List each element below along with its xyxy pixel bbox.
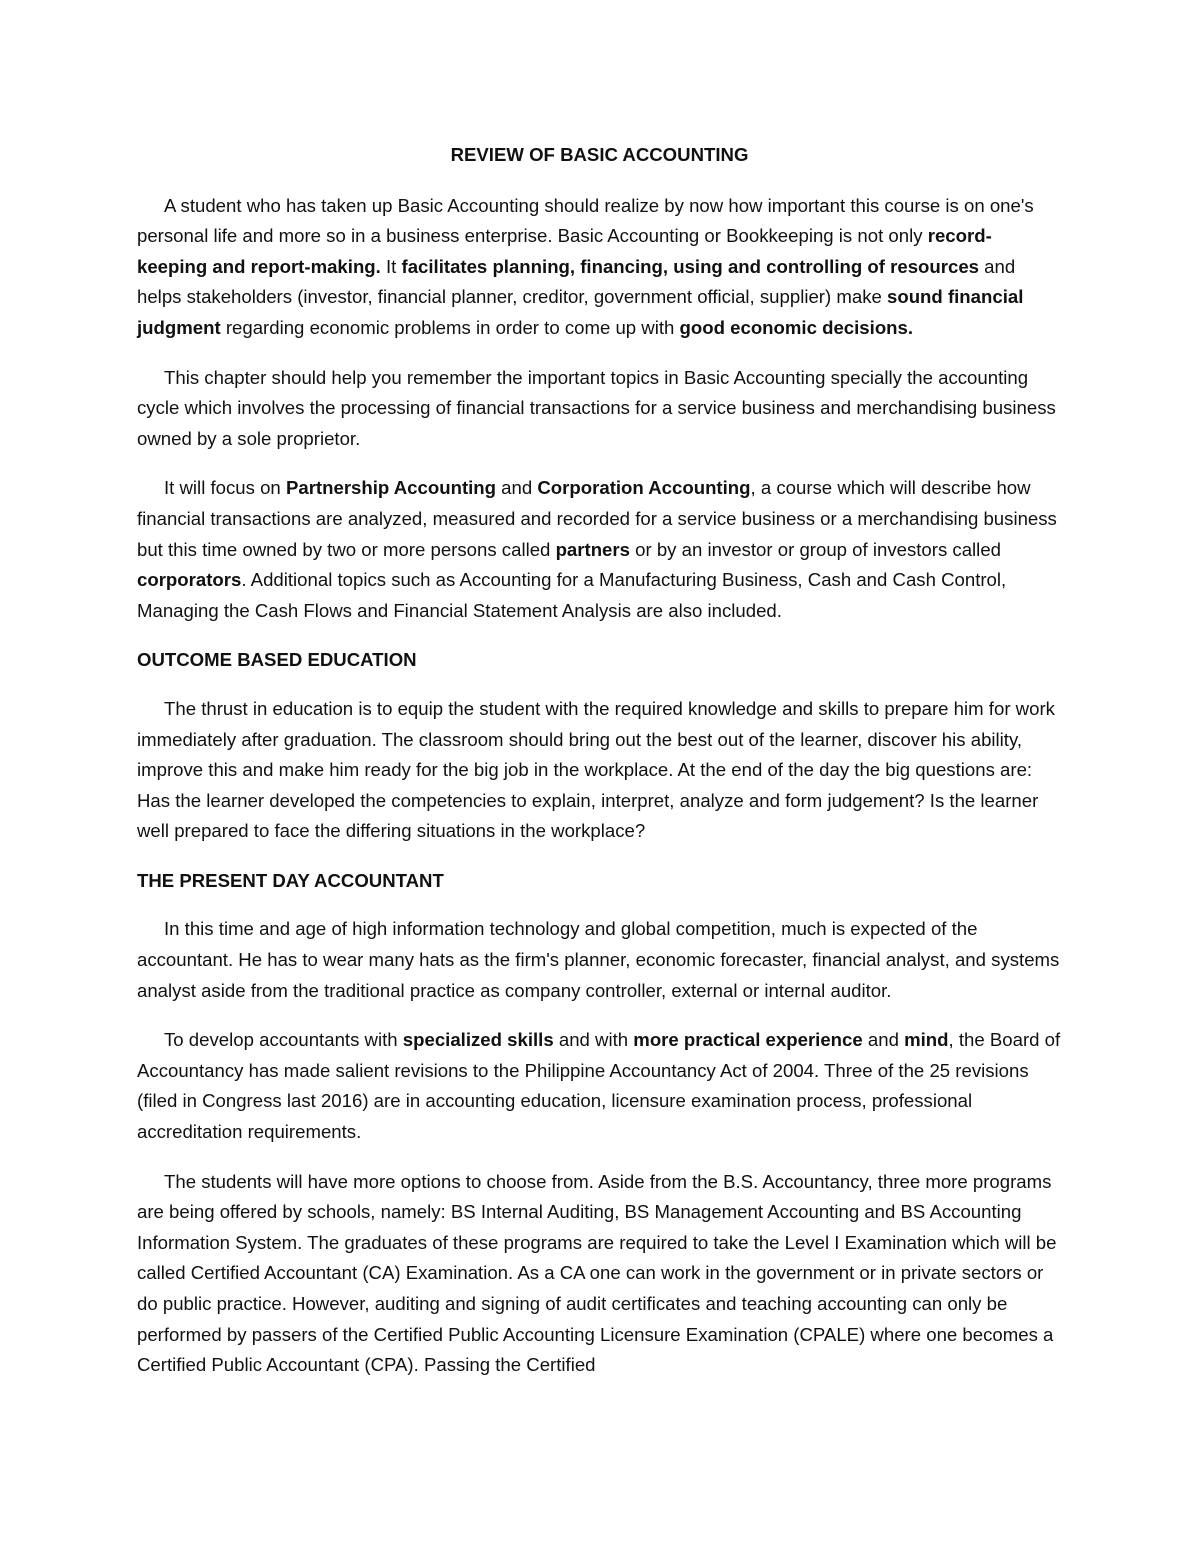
text-run: regarding economic problems in order to come up with [220, 316, 680, 338]
text-run: This chapter should help you remember the important topics in Basic Accounting specially the accounting cycle which involves the processing of financial transactions for a service business and merchandising business owned by a sole proprietor. [137, 366, 1056, 449]
text-run: , a course which will describe how financial transactions are analyzed, measured and recorded for a service business or a merchandising business but this time owned by two or more persons called [137, 477, 1057, 560]
text-run: In this time and age of high information technology and global competition, much is expected of the accountant. He has to wear many hats as the firm's planner, economic forecaster, financial analyst, and systems analyst aside from the traditional practice as company controller, external or internal auditor. [137, 918, 1060, 1001]
paragraph-outcome [137, 694, 1062, 847]
bold-run: mind [904, 1029, 949, 1051]
bold-run: Partnership Accounting [285, 477, 497, 499]
text-run: or by an investor or group of investors called [629, 538, 1001, 560]
text-run: . Additional topics such as Accounting for a Manufacturing Business, Cash and Cash Control, Managing the Cash Flows and Financial Statement Analysis are also included. [137, 569, 1007, 621]
paragraph-accountant [137, 914, 1062, 1006]
bold-run: facilitates planning, financing, using and controlling of resources [401, 255, 980, 277]
text-run: It will focus on [164, 477, 286, 499]
bold-run: sound financial judgment [137, 286, 1024, 338]
text-run: The thrust in education is to equip the student with the required knowledge and skills to prepare him for work immediately after graduation. The classroom should bring out the best out of the learner, discover his ability, improve this and make him ready for the big job in the workplace. At the end of the day the big questions are: Has the learner developed the competencies to explain, interpret, analyze and form judgement? Is the learner well prepared to face the differing situations in the workplace? [137, 697, 1055, 842]
bold-run: more practical experience [633, 1029, 863, 1051]
text-run: A student who has taken up Basic Accounting should realize by now how important this course is on one's personal life and more so in a business enterprise. Basic Accounting or Bookkeeping is not only [137, 194, 1034, 247]
text-run: It [380, 255, 402, 277]
paragraph-intro [137, 191, 1062, 344]
section-heading-accountant: THE PRESENT DAY ACCOUNTANT [137, 869, 444, 891]
bold-run: partners [555, 538, 630, 560]
text-run: The students will have more options to choose from. Aside from the B.S. Accountancy, three more programs are being offered by schools, namely: BS Internal Auditing, BS Management Accounting and BS Accounting Information System. The graduates of these programs are required to take the Level I Examination which will be called Certified Accountant (CA) Examination. As a CA one can work in the government or in private sectors or do public practice. However, auditing and signing of audit certificates and teaching accounting can only be performed by passers of the Certified Public Accounting Licensure Examination (CPALE) where one becomes a Certified Public Accountant (CPA). Passing the Certified [137, 1170, 1057, 1376]
text-run: and with [553, 1029, 634, 1051]
text-run: and helps stakeholders (investor, financial planner, creditor, government official, supplier) make [137, 255, 1016, 308]
section-heading-outcome: OUTCOME BASED EDUCATION [137, 649, 417, 671]
paragraph-options [137, 1167, 1062, 1381]
paragraph-chapter [137, 363, 1062, 455]
document-body [137, 140, 1062, 1400]
text-run: To develop accountants with [164, 1029, 403, 1051]
text-run: and [496, 477, 538, 499]
document-title: REVIEW OF BASIC ACCOUNTING [450, 144, 749, 165]
text-run: and [862, 1029, 905, 1051]
paragraph-focus [137, 473, 1062, 626]
bold-run: corporators [137, 569, 242, 591]
paragraph-revisions [137, 1025, 1062, 1147]
text-run: , the Board of Accountancy has made salient revisions to the Philippine Accountancy Act of 2004. Three of the 25 revisions (filed in Congress last 2016) are in accounting education, licensure examination process, professional accreditation requirements. [137, 1029, 1061, 1143]
bold-run: Corporation Accounting [537, 477, 751, 499]
bold-run: specialized skills [402, 1029, 554, 1051]
bold-run: good economic decisions. [679, 316, 914, 338]
bold-run: record-keeping and report-making. [137, 225, 992, 277]
